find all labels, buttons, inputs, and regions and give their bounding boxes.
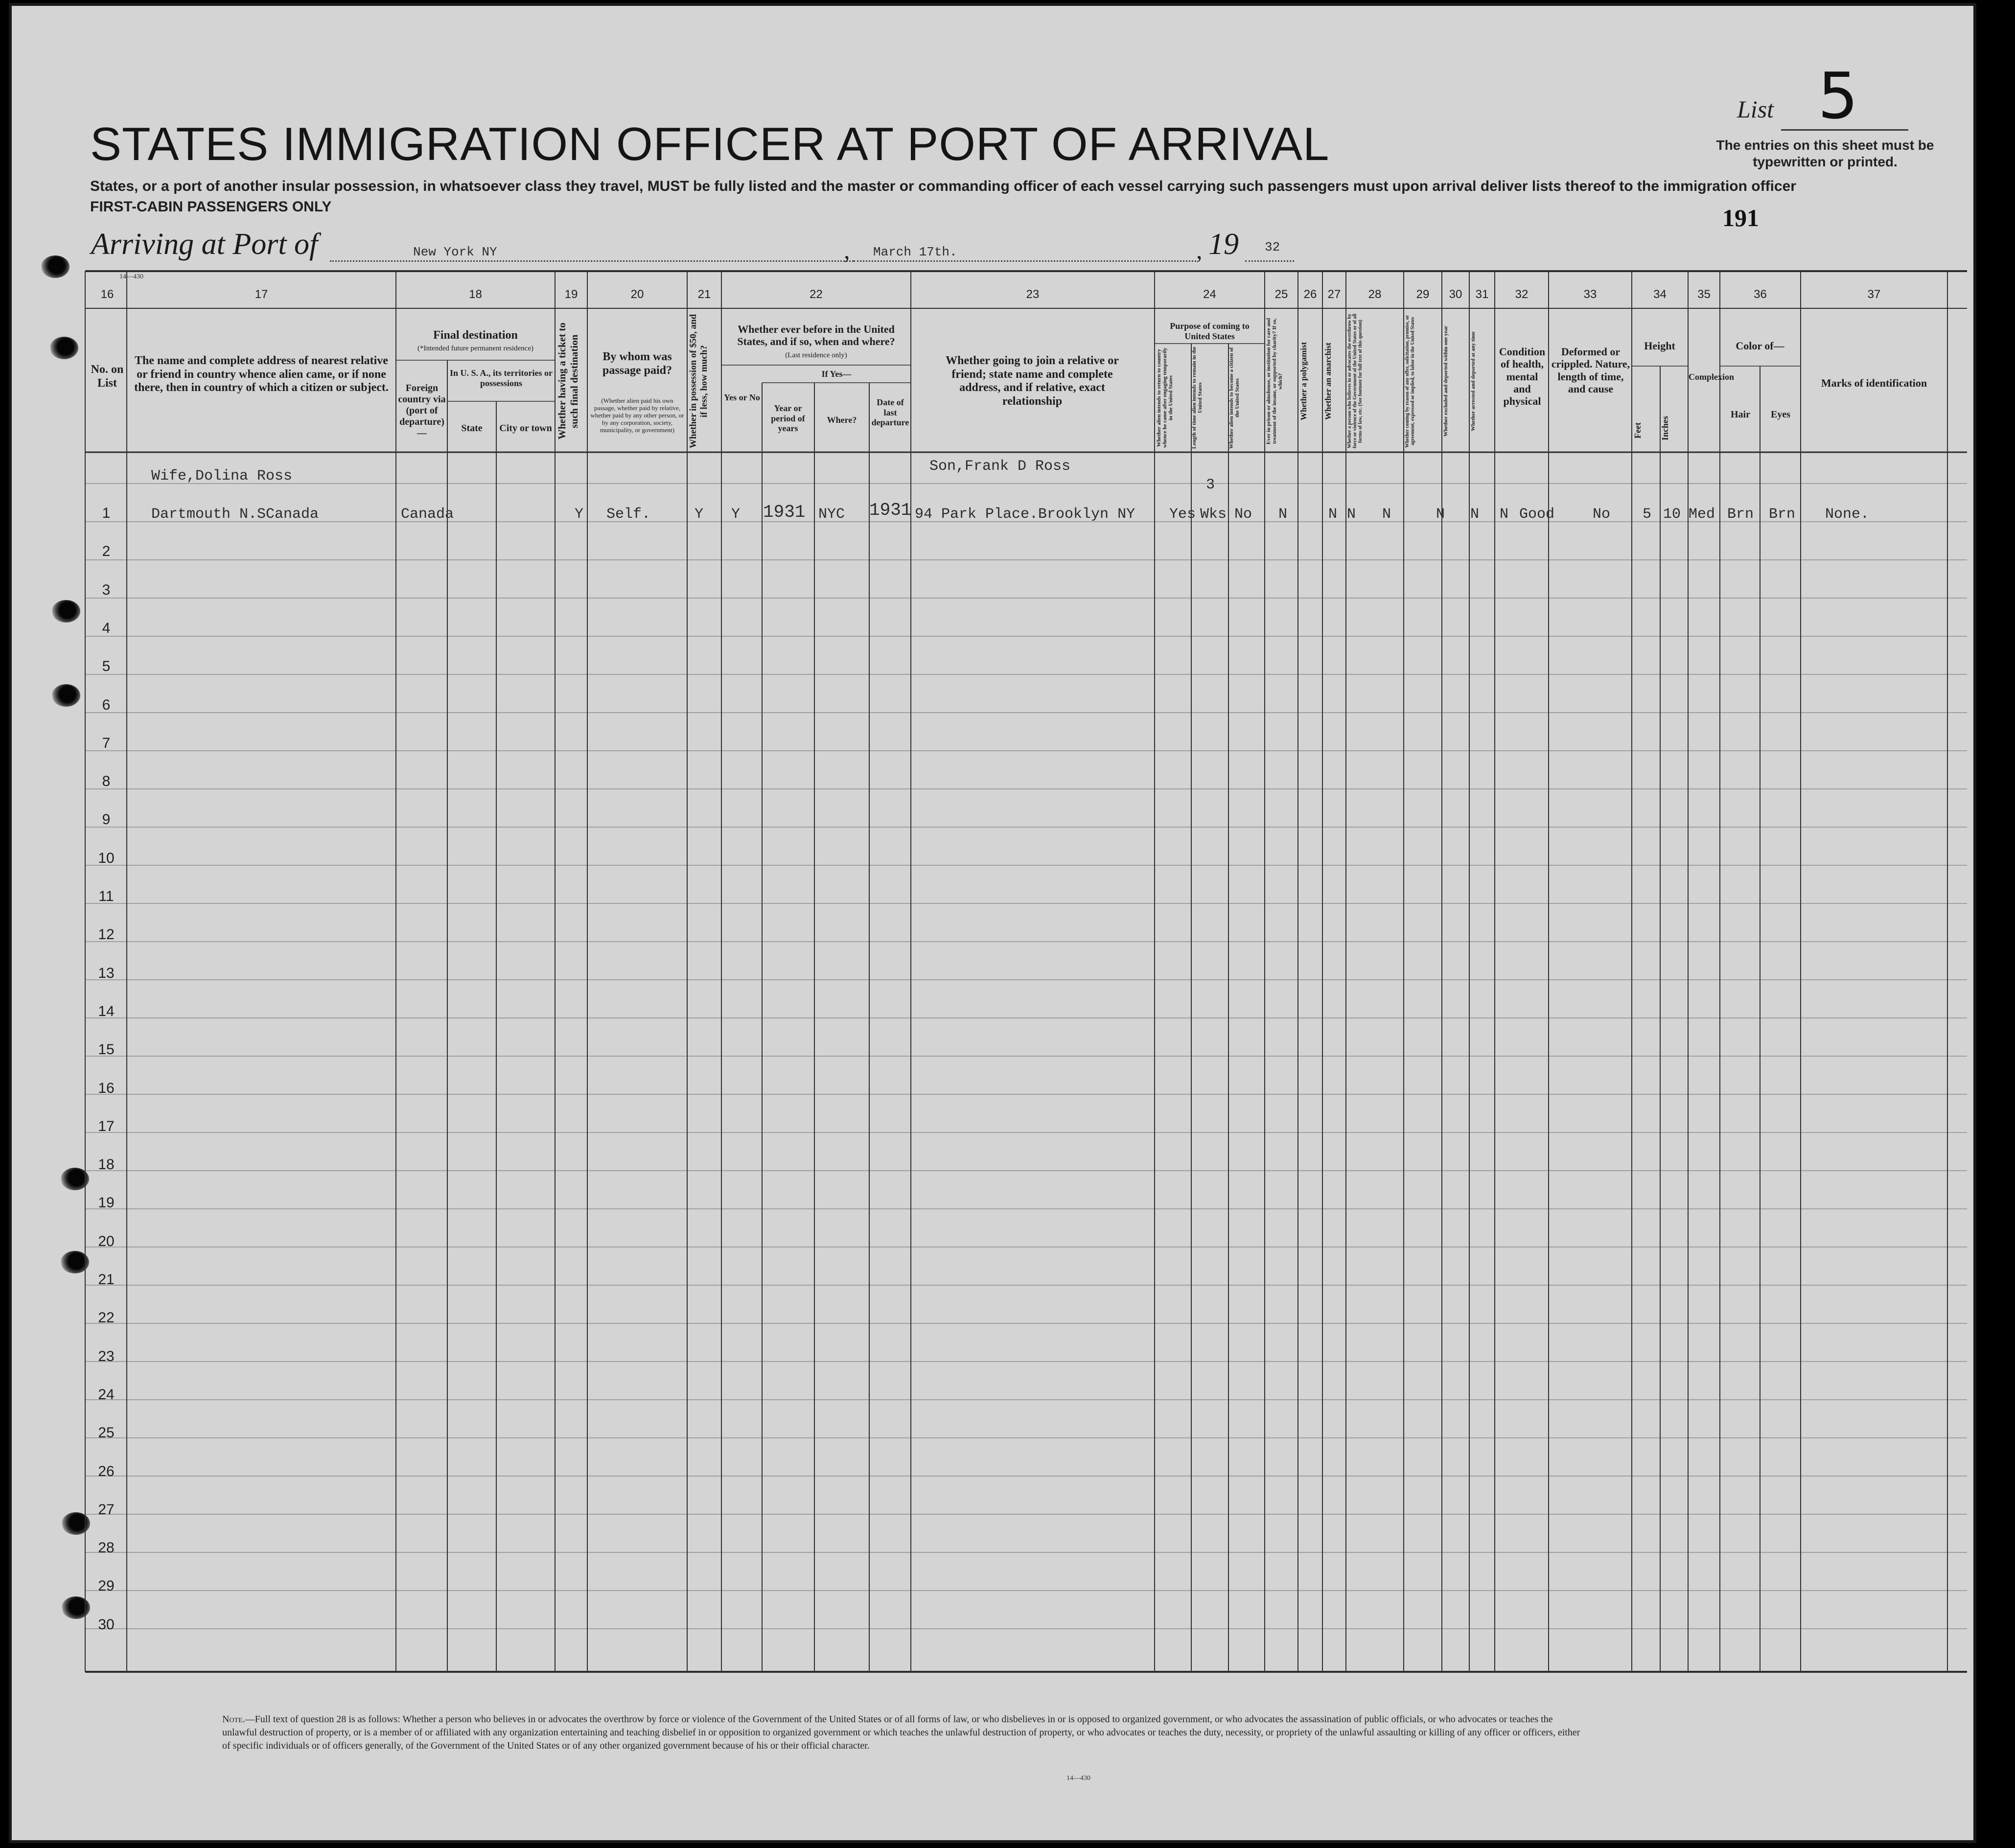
col-36-eyes: Eyes — [1771, 409, 1790, 420]
footnote-lead: Note. — [222, 1714, 245, 1725]
row-number: 18 — [98, 1156, 115, 1173]
row-number: 28 — [98, 1540, 115, 1556]
col-35-number: 35 — [1697, 288, 1711, 301]
form-instructions: States, or a port of another insular possession, in whatsoever class they travel, MUST be fully listed and the master or commanding officer of each vessel carrying such passengers must upon arrival deliver lists thereof to the immigration officer — [90, 178, 1796, 194]
col-36-number: 36 — [1754, 288, 1767, 301]
col-29-number: 29 — [1416, 288, 1430, 301]
row-number: 25 — [98, 1425, 115, 1441]
col-28-number: 28 — [1368, 288, 1382, 301]
entry-overthrow: N — [1382, 506, 1391, 523]
col-24-number: 24 — [1203, 288, 1216, 301]
row-number: 23 — [98, 1348, 115, 1364]
row-number: 21 — [98, 1271, 115, 1288]
row-number: 7 — [102, 735, 111, 751]
col-22-yesno: Yes or No — [724, 393, 760, 402]
entry-relative-name: Wife,Dolina Ross — [151, 468, 293, 485]
list-number: 5 — [1818, 59, 1858, 133]
row-number: 10 — [98, 850, 115, 866]
col-18-usa: In U. S. A., its territories or possessions — [450, 368, 553, 388]
row-number: 20 — [98, 1233, 115, 1249]
col-30-header: Whether excluded and deported within one year — [1443, 325, 1449, 437]
entry-join-address: 94 Park Place.Brooklyn NY — [915, 506, 1135, 523]
year-suffix: 32 — [1265, 240, 1280, 254]
port-value: New York NY — [413, 245, 497, 259]
typewritten-notice: The entries on this sheet must be typewritten or printed. — [1716, 138, 1934, 169]
sheet-number: 191 — [1722, 204, 1759, 231]
row-number: 1 — [102, 505, 111, 521]
entry-departure: 1931 — [869, 500, 912, 520]
row-number: 4 — [102, 620, 111, 636]
entry-marks: None. — [1825, 506, 1870, 523]
col-24-citizen: Whether alien intends to become a citizen of the United States — [1228, 347, 1240, 449]
entry-foreign-country: Canada — [401, 506, 454, 523]
row-number: 11 — [98, 888, 114, 904]
col-24-length: Length of time alien intends to remain in the United States — [1191, 346, 1203, 449]
col-23-number: 23 — [1026, 288, 1040, 301]
col-30-number: 30 — [1449, 288, 1462, 301]
row-number: 14 — [98, 1003, 115, 1019]
entry-health: Good — [1519, 506, 1555, 523]
col-28-header: Whether a person who believes in or advocates the overthrow by force or violence of the Government of the United States or of all forms of law, etc. (See footnote for full text of this question) — [1347, 314, 1363, 449]
entry-polygamist: N — [1328, 506, 1338, 523]
entry-feet: 5 — [1643, 506, 1652, 523]
col-16-header: No. on List — [91, 363, 124, 390]
row-number: 9 — [102, 811, 111, 828]
col-22-ifyes: If Yes— — [821, 369, 852, 379]
col-18-foreign: Foreign country via (port of departure)— — [398, 383, 446, 439]
col-34-number: 34 — [1653, 288, 1667, 301]
entry-labor: N — [1436, 506, 1445, 523]
col-18-header: Final destination — [433, 329, 518, 342]
col-32-number: 32 — [1515, 288, 1529, 301]
entry-prison: N — [1278, 506, 1288, 523]
first-cabin-label: FIRST-CABIN PASSENGERS ONLY — [90, 199, 332, 215]
col-37-number: 37 — [1867, 288, 1881, 301]
col-22-header: Whether ever before in the United States, and if so, when and where? — [737, 323, 895, 348]
row-number: 19 — [98, 1195, 115, 1211]
entry-inches: 10 — [1663, 506, 1681, 523]
row-number: 17 — [98, 1118, 115, 1134]
arriving-label: Arriving at Port of — [91, 228, 318, 261]
col-34-inches: Inches — [1660, 416, 1670, 441]
col-20-subheader: (Whether alien paid his own passage, whether paid by relative, whether paid by any other person, or by any corporation, society, municipality, or government) — [590, 397, 684, 434]
col-17-number: 17 — [255, 288, 268, 301]
col-34-feet: Feet — [1633, 422, 1643, 439]
row-number: 15 — [98, 1041, 115, 1058]
col-27-header: Whether an anarchist — [1323, 342, 1333, 420]
col-31-header: Whether arrested and deported at any time — [1470, 331, 1476, 431]
manifest-sheet — [9, 3, 1976, 1843]
entry-join-name: Son,Frank D Ross — [929, 458, 1071, 475]
row-number: 3 — [102, 581, 111, 598]
col-25-header: Ever in prison or almshouse, or institution for care and treatment of the insane, or supported by charity? If so, which? — [1266, 318, 1283, 445]
footnote-form-code: 14—430 — [1066, 1775, 1090, 1782]
port-comma: , — [844, 236, 850, 264]
col-18-state: State — [461, 423, 483, 434]
col-36-header: Color of— — [1736, 340, 1784, 352]
entry-relative-address: Dartmouth N.SCanada — [151, 506, 319, 523]
row-number: 5 — [102, 658, 111, 675]
row-number: 24 — [98, 1386, 115, 1403]
col-18-number: 18 — [469, 288, 482, 301]
form-code: 14—430 — [119, 273, 143, 280]
col-22-date: Date of last departure — [871, 397, 909, 428]
row-number: 6 — [102, 696, 111, 713]
col-19-header: Whether having a ticket to such final destination — [556, 323, 580, 440]
col-22-year: Year or period of years — [771, 403, 805, 434]
entry-year: 1931 — [763, 502, 806, 522]
row-number: 29 — [98, 1578, 115, 1594]
row-number: 12 — [98, 926, 115, 943]
row-number: 26 — [98, 1463, 115, 1479]
col-25-number: 25 — [1274, 288, 1288, 301]
entry-eyes: Brn — [1769, 506, 1796, 523]
col-26-header: Whether a polygamist — [1299, 342, 1308, 421]
entry-deformed: No — [1593, 506, 1611, 523]
entry-ticket: Y — [575, 506, 584, 523]
list-label: List — [1737, 95, 1774, 123]
entry-purpose: Yes — [1169, 506, 1196, 523]
col-18-subheader: (*Intended future permanent residence) — [417, 345, 533, 352]
col-20-number: 20 — [630, 288, 644, 301]
col-35-header: Complexion — [1689, 372, 1735, 382]
col-21-number: 21 — [697, 288, 711, 301]
col-36-hair: Hair — [1731, 409, 1750, 420]
col-34-header: Height — [1644, 340, 1675, 352]
col-17-header: The name and complete address of nearest relative or friend in country whence alien came, or if none there, then in country of which a citizen or subject. — [134, 354, 389, 394]
col-31-number: 31 — [1475, 288, 1489, 301]
col-21-header: Whether in possession of $50, and if less, how much? — [688, 314, 709, 449]
col-16-number: 16 — [100, 288, 114, 301]
entry-arrested: N — [1500, 506, 1509, 523]
entry-anarchist: N — [1347, 506, 1356, 523]
col-24-return: Whether alien intends to return to country whence he came after engaging temporarily in the United States — [1156, 347, 1174, 448]
col-20-header: By whom was passage paid? — [602, 350, 672, 377]
entry-complexion: Med — [1689, 506, 1715, 523]
entry-length-number: 3 — [1206, 477, 1215, 493]
row-number: 13 — [98, 965, 115, 981]
col-37-header: Marks of identification — [1821, 377, 1927, 389]
entry-where: NYC — [818, 506, 845, 523]
col-33-number: 33 — [1583, 288, 1597, 301]
col-19-number: 19 — [564, 288, 578, 301]
form-title: STATES IMMIGRATION OFFICER AT PORT OF ARRIVAL — [90, 118, 1330, 170]
entry-fifty: Y — [695, 506, 704, 523]
col-33-header: Deformed or crippled. Nature, length of time, and cause — [1551, 346, 1630, 395]
entry-length: Wks — [1200, 506, 1227, 523]
col-24-header: Purpose of coming to United States — [1170, 321, 1250, 341]
col-32-header: Condition of health, mental and physical — [1499, 346, 1546, 408]
entry-citizen: No — [1234, 506, 1252, 523]
row-number: 16 — [98, 1080, 115, 1096]
entry-excluded: N — [1470, 506, 1480, 523]
footnote — [222, 1713, 1583, 1753]
row-number: 30 — [98, 1616, 115, 1633]
footnote-text: —Full text of question 28 is as follows: Whether a person who believes in or advocates the overthrow by force or violence of the Government of the United States or of all forms of law, or who disbelieves in or is opposed to organized government, or who advocates the assassination of public officials, or who advocates or teaches the unlawful destruction of property, or is a member of or affiliated with any organization entertaining and teaching disbelief in or opposition to organized government or which teaches the unlawful destruction of property, or who advocates or teaches the duty, necessity, or propriety of the unlawful assaulting or killing of any officer or officers, either of specific individuals or of officers generally, of the Government of the United States or of any other organized government because of his or their official character. — [222, 1714, 1580, 1751]
col-26-number: 26 — [1303, 288, 1317, 301]
col-22-number: 22 — [810, 288, 823, 301]
entry-before: Y — [731, 506, 741, 523]
manifest-grid — [12, 6, 1976, 1843]
col-22-where: Where? — [827, 415, 857, 425]
col-27-number: 27 — [1327, 288, 1341, 301]
year-prefix: 19 — [1208, 228, 1239, 261]
row-number: 8 — [102, 773, 111, 790]
col-18-city: City or town — [499, 423, 552, 434]
row-number: 2 — [102, 543, 111, 560]
entry-hair: Brn — [1727, 506, 1754, 523]
row-number: 22 — [98, 1310, 115, 1326]
col-23-header: Whether going to join a relative or friend; state name and complete address, and if relative, exact relationship — [946, 354, 1119, 408]
col-22-subheader: (Last residence only) — [785, 351, 847, 359]
date-comma: , — [1196, 236, 1203, 264]
entry-passage: Self. — [606, 506, 651, 523]
row-number: 27 — [98, 1501, 115, 1518]
date-value: March 17th. — [873, 245, 957, 259]
col-29-header: Whether coming by reason of any offer, solicitation, promise, or agreement, expressed or implied, to labor in the United States — [1405, 315, 1415, 448]
